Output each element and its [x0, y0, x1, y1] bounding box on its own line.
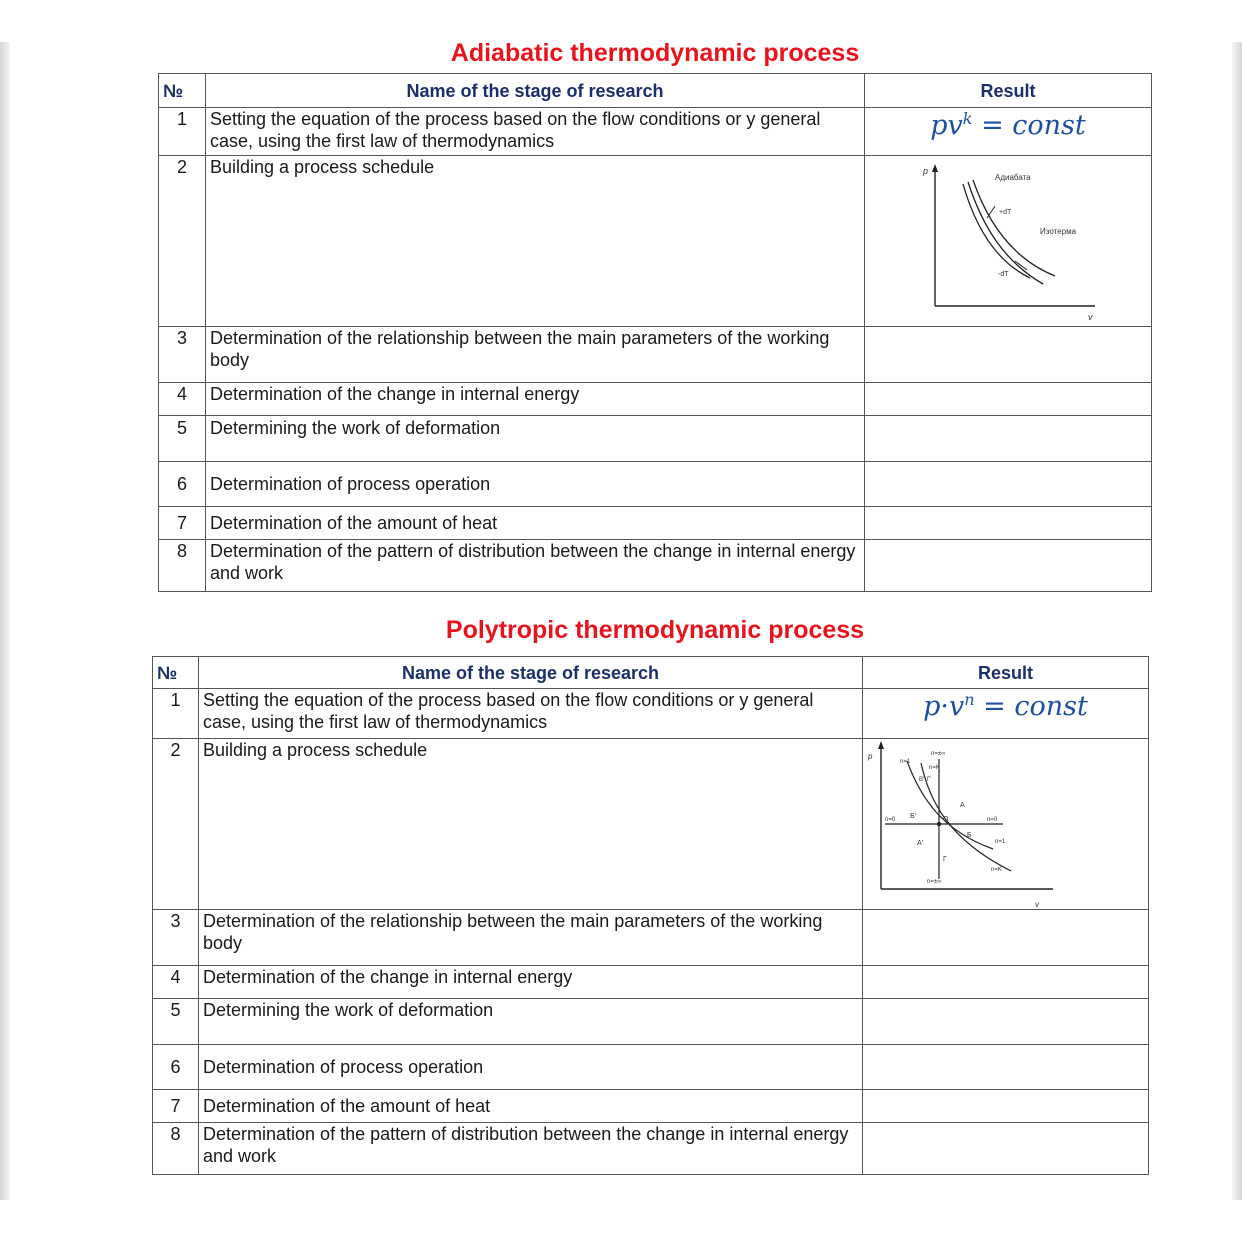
row-num: 6	[153, 1045, 199, 1090]
label-pt-b-left: Б'	[910, 813, 916, 820]
row-name: Determination of process operation	[206, 462, 865, 507]
row-num: 8	[159, 540, 206, 592]
result-cell	[863, 966, 1149, 999]
row-num: 5	[153, 999, 199, 1045]
result-cell	[865, 540, 1152, 592]
v-axis-label: v	[1088, 312, 1093, 322]
label-pt-g-bottom: Г	[943, 856, 947, 863]
result-cell	[863, 1090, 1149, 1123]
result-graph-cell	[865, 156, 1152, 327]
row-num: 2	[153, 739, 199, 910]
table-row	[153, 689, 1149, 739]
p-axis-label: p	[868, 752, 873, 761]
adiabatic-pv-graph	[865, 156, 1152, 326]
table-row	[159, 540, 1152, 592]
polytropic-pv-graph	[863, 739, 1149, 909]
table-row	[159, 507, 1152, 540]
row-name: Determination of process operation	[199, 1045, 863, 1090]
result-cell	[865, 383, 1152, 416]
header-name: Name of the stage of research	[206, 74, 865, 108]
row-num: 1	[159, 108, 206, 156]
header-result: Result	[863, 657, 1149, 689]
table-row	[153, 1090, 1149, 1123]
table-header-row	[159, 74, 1152, 108]
row-name: Building a process schedule	[206, 156, 865, 327]
row-name: Setting the equation of the process based on the flow conditions or y general case, using the first law of thermodynamics	[206, 108, 865, 156]
row-num: 6	[159, 462, 206, 507]
label-pt-a: A	[960, 802, 965, 809]
table-row	[153, 910, 1149, 966]
label-n-inf-bottom: n=±∞	[927, 879, 942, 885]
label-pt-a-left: A'	[917, 840, 924, 847]
label-n1-right: n=1	[995, 839, 1006, 845]
header-num: №	[153, 657, 199, 689]
result-graph-cell	[863, 739, 1149, 910]
label-pt-v: В'	[919, 777, 925, 783]
p-axis-label: p	[923, 166, 929, 176]
label-pt-g: Г'	[927, 777, 932, 783]
label-n-inf-top: n=±∞	[931, 751, 946, 757]
row-name: Determining the work of deformation	[206, 416, 865, 462]
row-name: Building a process schedule	[199, 739, 863, 910]
row-name: Determination of the amount of heat	[206, 507, 865, 540]
isotherm-label: Изотерма	[1040, 227, 1077, 236]
table-row	[153, 739, 1149, 910]
result-cell	[863, 1123, 1149, 1175]
adiabat-curve-1	[963, 184, 1030, 278]
header-result: Result	[865, 74, 1152, 108]
label-pt-o: О	[943, 816, 949, 823]
result-cell	[863, 1045, 1149, 1090]
table-row	[159, 383, 1152, 416]
table-row	[153, 1123, 1149, 1175]
result-cell	[865, 416, 1152, 462]
adiabatic-title: Adiabatic thermodynamic process	[450, 39, 860, 67]
label-pt-b: Б	[967, 832, 972, 839]
table-row	[159, 416, 1152, 462]
result-cell	[863, 999, 1149, 1045]
page-shadow-left	[0, 42, 10, 1200]
point-o	[937, 822, 941, 826]
row-name: Setting the equation of the process based on the flow conditions or y general case, using the first law of thermodynamics	[199, 689, 863, 739]
label-n0-left: n=0	[885, 817, 896, 823]
adiabatic-table	[158, 73, 1152, 592]
row-num: 8	[153, 1123, 199, 1175]
row-num: 7	[159, 507, 206, 540]
isotherm-curve	[907, 761, 993, 849]
table-row	[159, 327, 1152, 383]
page-shadow-right	[1232, 42, 1242, 1200]
polytropic-title: Polytropic thermodynamic process	[445, 616, 865, 644]
header-num: №	[159, 74, 206, 108]
row-num: 4	[159, 383, 206, 416]
row-num: 2	[159, 156, 206, 327]
row-name: Determination of the pattern of distribution between the change in internal energy and work	[206, 540, 865, 592]
v-axis-label: v	[1035, 900, 1039, 909]
row-num: 5	[159, 416, 206, 462]
row-num: 7	[153, 1090, 199, 1123]
label-n0-right: n=0	[987, 817, 998, 823]
adiabat-label: Адиабата	[995, 173, 1031, 182]
result-cell	[865, 462, 1152, 507]
result-formula-cell	[863, 689, 1149, 739]
polytropic-formula: $p\cdot v^n$ = const	[923, 690, 1088, 722]
plus-dt-label: +dT	[999, 209, 1012, 216]
p-axis-arrow-icon	[878, 741, 884, 749]
p-axis-arrow-icon	[932, 164, 938, 172]
row-num: 4	[153, 966, 199, 999]
row-name: Determining the work of deformation	[199, 999, 863, 1045]
polytropic-table	[152, 656, 1149, 1175]
row-num: 3	[153, 910, 199, 966]
row-num: 1	[153, 689, 199, 739]
result-formula-cell	[865, 108, 1152, 156]
result-cell	[865, 327, 1152, 383]
table-row	[159, 108, 1152, 156]
result-cell	[863, 910, 1149, 966]
result-cell	[865, 507, 1152, 540]
row-name: Determination of the amount of heat	[199, 1090, 863, 1123]
row-name: Determination of the change in internal energy	[206, 383, 865, 416]
table-row	[153, 1045, 1149, 1090]
table-row	[159, 462, 1152, 507]
row-name: Determination of the relationship between the main parameters of the working body	[199, 910, 863, 966]
adiabatic-formula: $pv^k$ = const	[930, 109, 1086, 141]
table-row	[159, 156, 1152, 327]
table-row	[153, 966, 1149, 999]
header-name: Name of the stage of research	[199, 657, 863, 689]
table-row	[153, 999, 1149, 1045]
label-nk-left: n=K	[929, 765, 940, 771]
row-num: 3	[159, 327, 206, 383]
minus-dt-label: -dT	[998, 271, 1009, 278]
row-name: Determination of the change in internal energy	[199, 966, 863, 999]
row-name: Determination of the relationship between the main parameters of the working body	[206, 327, 865, 383]
label-nk-right: n=K	[991, 867, 1002, 873]
plus-dt-arrow	[987, 206, 995, 218]
row-name: Determination of the pattern of distribution between the change in internal energy and work	[199, 1123, 863, 1175]
adiabat-curve	[921, 763, 1011, 871]
table-header-row	[153, 657, 1149, 689]
label-n1-left: n=1	[900, 759, 911, 765]
